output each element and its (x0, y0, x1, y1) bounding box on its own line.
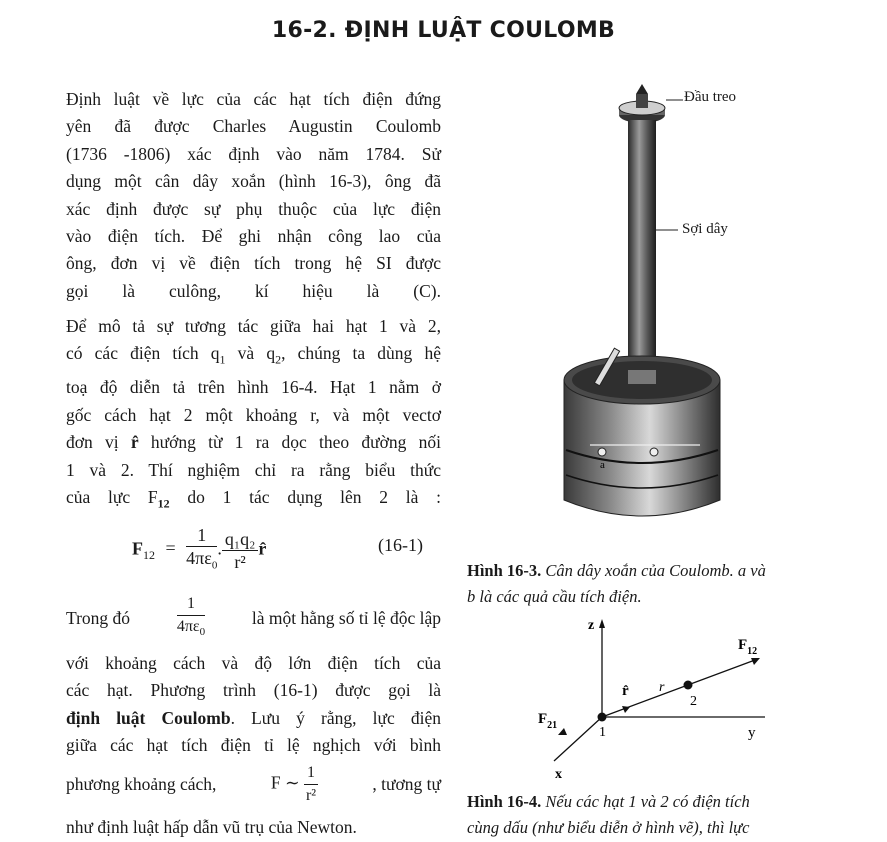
paragraph-definition (66, 594, 441, 642)
text-line: Để mô tả sự tương tác giữa hai hạt 1 và 2, (66, 316, 441, 336)
text-line: Định luật về lực của các hạt tích điện đứng (66, 89, 441, 109)
text-line: phương khoảng cách, F ∼ $\frac{1}{\text{r²}}$ , tương tự (66, 763, 441, 804)
z-label: z (588, 618, 595, 633)
text-line: gọi là culông, kí hiệu là (C). (66, 280, 441, 301)
particle-2-label: 2 (690, 694, 697, 709)
sphere-b (650, 448, 658, 456)
text-line: 1 và 2. Thí nghiệm chỉ ra rằng biểu thức (66, 459, 441, 480)
caption-figure-16-3: Hình 16-3. Cân dây xoắn của Coulomb. a và b là các quả cầu tích điện. (467, 561, 766, 606)
text-line: Trong đó $\frac{1}{4\pi\varepsilon_0}$ là một hằng số tỉ lệ độc lập (66, 594, 441, 639)
z-arrow (599, 619, 605, 628)
sphere-a (598, 448, 606, 456)
f12-label: $F_{12}$ (738, 637, 758, 657)
x-label: x (555, 767, 562, 782)
particle-2 (684, 681, 693, 690)
text-line: ông, đơn vị về điện tích trong hệ SI được (66, 253, 441, 274)
caption-figure-16-4: Hình 16-4. Nếu các hạt 1 và 2 có điện tích cùng dấu (như biểu diễn ở hình vẽ), thì lực (467, 792, 750, 837)
text-line: vào điện tích. Để ghi nhận công lao của (66, 226, 441, 247)
text-line: dụng một cân dây xoắn (hình 16-3), ông đã (66, 171, 441, 192)
text-line: (1736 -1806) xác định vào năm 1784. Sử (66, 143, 441, 164)
suspension-head (619, 84, 665, 123)
text-line: xác định được sự phụ thuộc của lực điện (66, 198, 441, 219)
sphere-a-label: a (600, 459, 605, 471)
f21-label: $F_{21}$ (538, 711, 558, 731)
text-line: đơn vị r̂ hướng từ 1 ra dọc theo đường nối (66, 432, 441, 453)
r-label: r (659, 680, 665, 695)
text-line: có các điện tích $q_1$ và $q_2$, chúng ta dùng hệ (66, 343, 441, 367)
text-line: toạ độ diễn tả trên hình 16-4. Hạt 1 nằm ở (66, 377, 441, 398)
paragraph-definition-cont (66, 650, 441, 760)
particle-1-label: 1 (599, 725, 606, 740)
page-title: 16-2. ĐỊNH LUẬT COULOMB (271, 18, 616, 43)
glass-tube (628, 120, 656, 380)
text-line: của lực $F_{12}$ do 1 tác dụng lên 2 là : (66, 486, 441, 511)
coordinate-diagram (530, 615, 790, 785)
text-line: giữa các hạt tích điện tỉ lệ nghịch với bình (66, 735, 441, 756)
label-soi-day: Sợi dây (682, 221, 728, 237)
y-label: y (748, 725, 756, 741)
text-line: gốc cách hạt 2 một khoảng r, và một vectơ (66, 404, 441, 425)
paragraph-coulomb-history (66, 86, 441, 305)
torsion-balance-figure (550, 80, 880, 525)
text-line: định luật Coulomb. Lưu ý rằng, lực điện (66, 707, 442, 728)
coulomb-equation: $F_{12}$ = $\frac{1}{4\pi\varepsilon_0}$ . $\frac{\text{q₁q₂}}{\text{r²}}$ r̂ (132, 525, 267, 572)
text-line: các hạt. Phương trình (16-1) được gọi là (66, 680, 441, 701)
rhat-label: r̂ (622, 683, 629, 699)
particle-1 (598, 713, 607, 722)
label-dau-treo: Đầu treo (684, 89, 737, 105)
text-line: với khoảng cách và độ lớn điện tích của (66, 653, 441, 673)
text-line: như định luật hấp dẫn vũ trụ của Newton. (66, 817, 357, 837)
paragraph-interaction (66, 313, 441, 518)
text-line: yên đã được Charles Augustin Coulomb (66, 116, 441, 137)
f21-arrow (558, 728, 567, 735)
equation-number: (16-1) (378, 535, 423, 555)
x-axis (554, 717, 602, 761)
glass-cylinder (564, 356, 720, 516)
